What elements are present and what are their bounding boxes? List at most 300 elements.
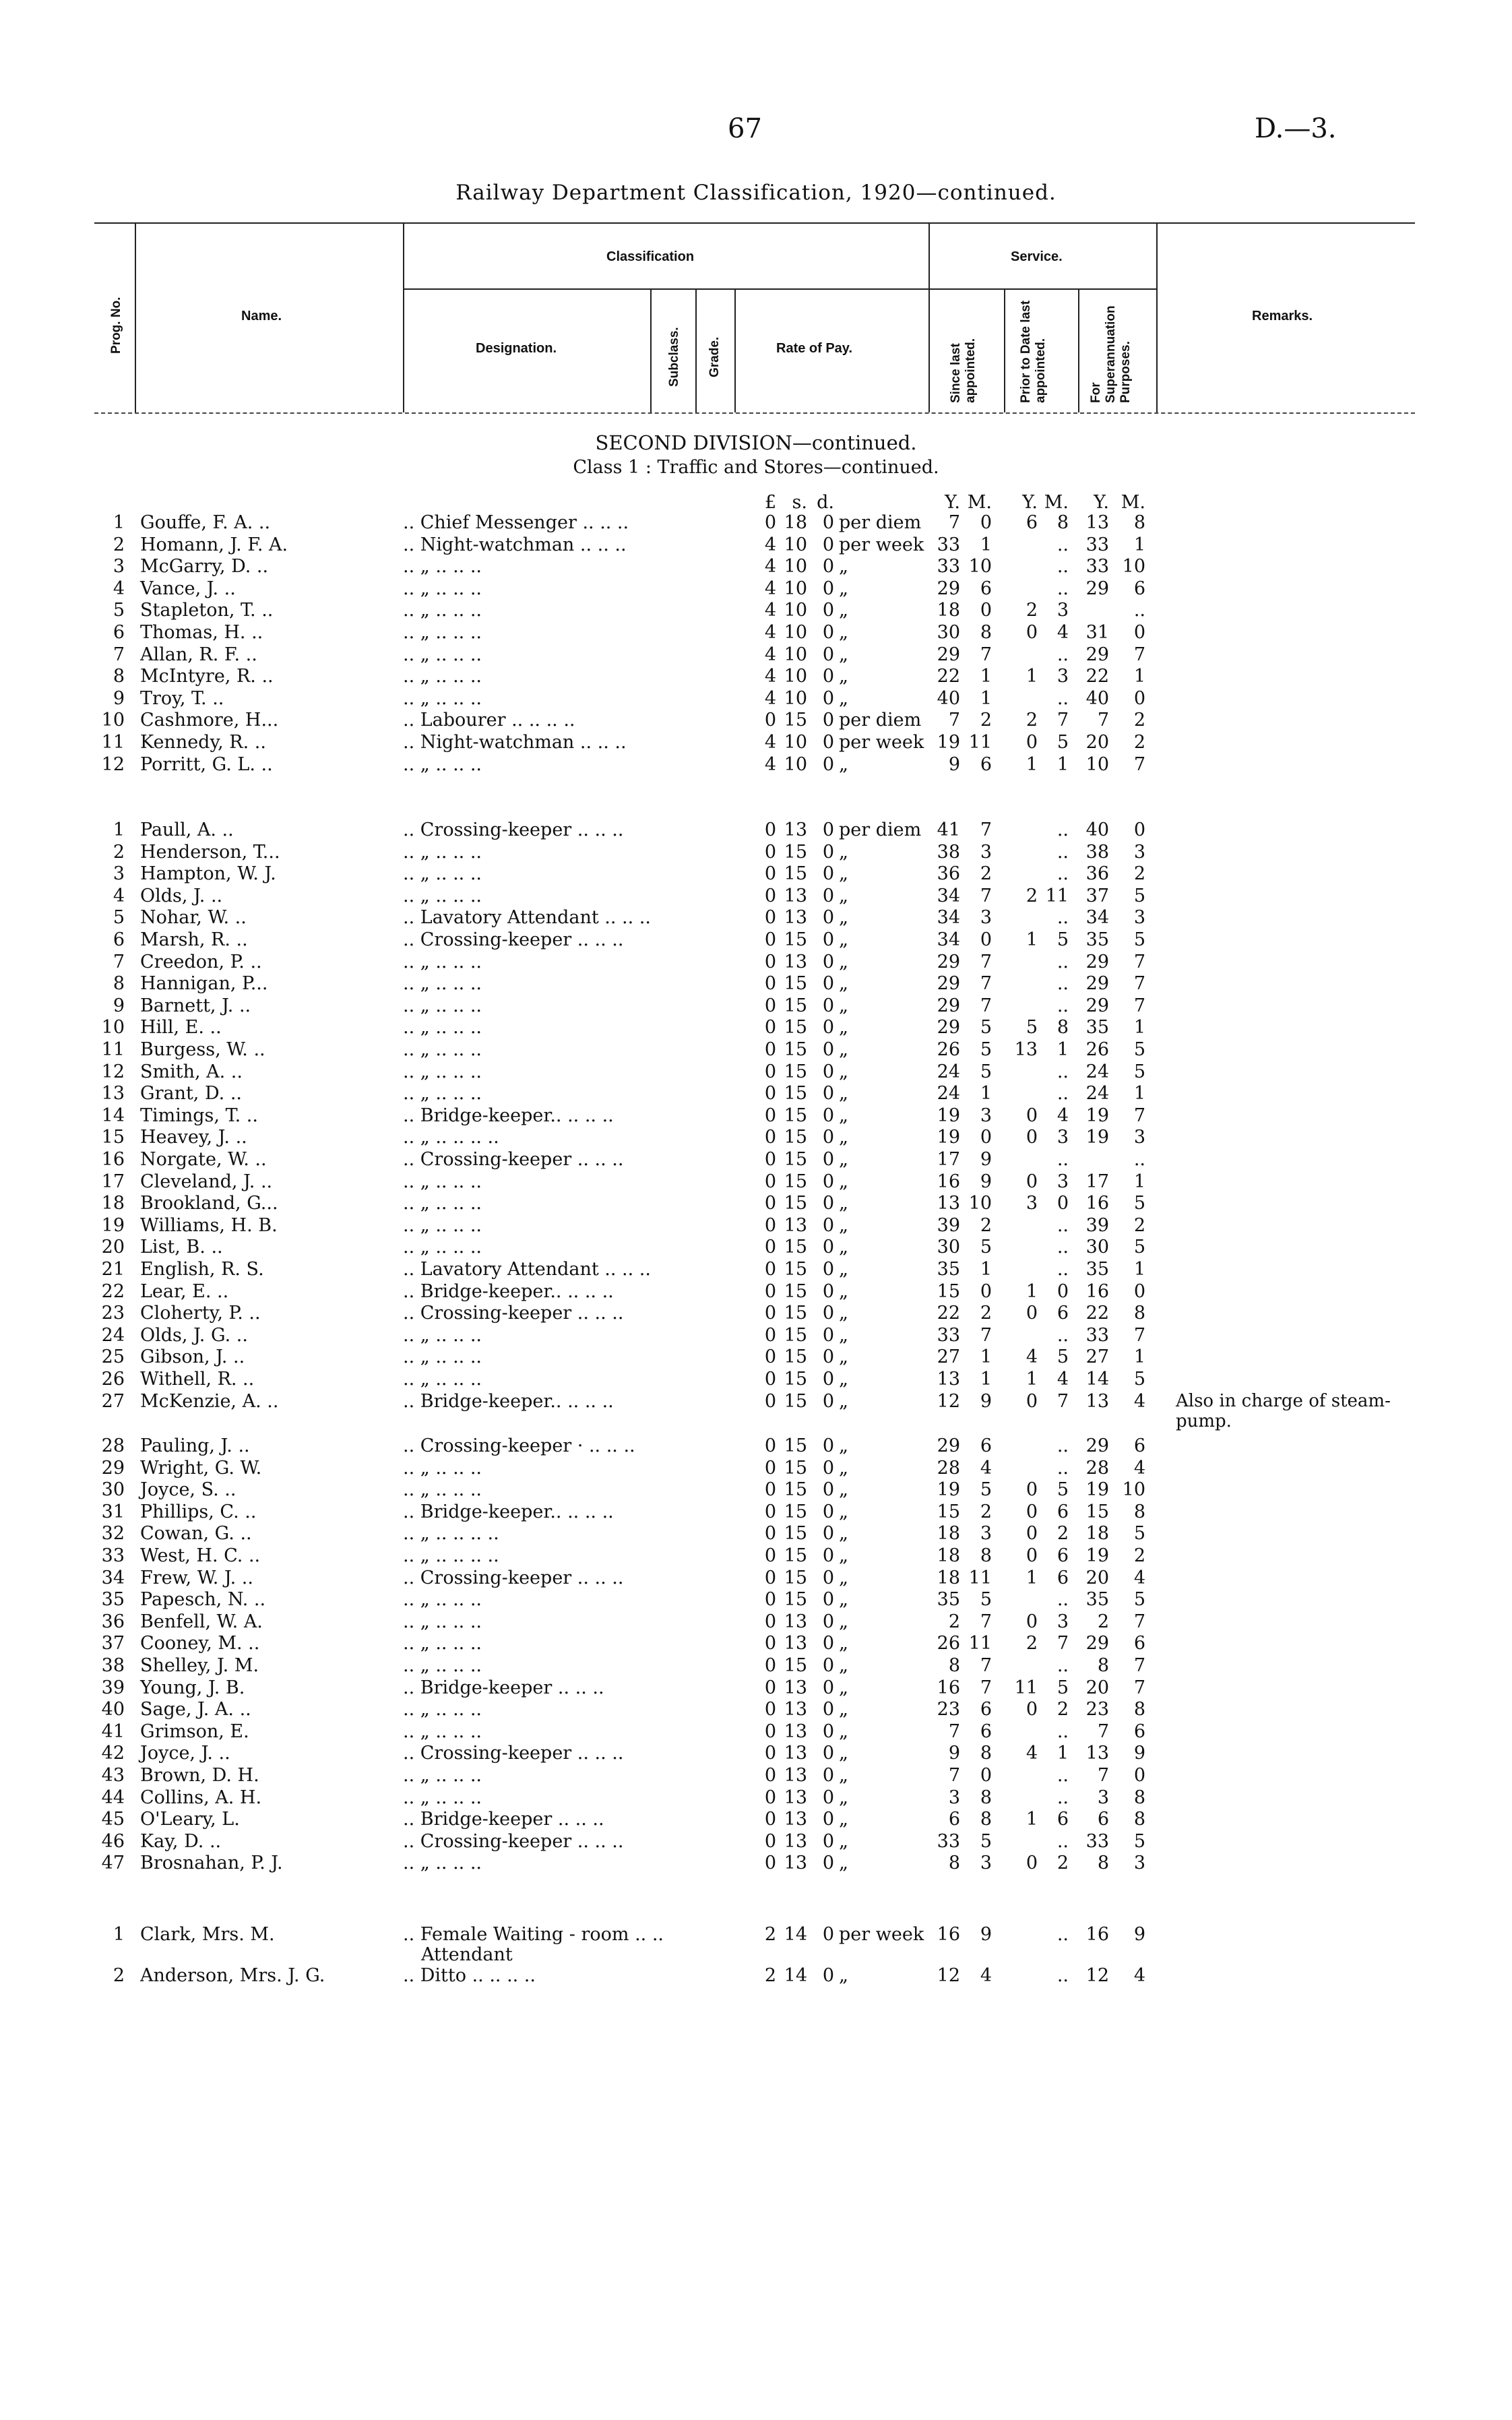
pay-period: „ [839,1391,848,1412]
prior-months: 5 [1057,929,1069,950]
since-months: 8 [980,1743,992,1764]
since-months: 7 [980,973,992,994]
pay-pounds: 0 [764,1677,776,1698]
since-years: 18 [937,600,960,621]
since-months: 2 [980,1501,992,1522]
prog-no: 16 [101,1149,125,1170]
designation: .. „ .. .. .. [403,622,482,643]
super-years: 14 [1085,1369,1109,1390]
pay-pounds: 0 [764,512,776,533]
prior-months: .. [1057,1721,1069,1742]
prior-years: 1 [1026,1369,1038,1390]
pay-pence: 0 [822,1215,834,1236]
pay-pounds: 0 [764,819,776,840]
table-row [0,512,1512,534]
super-years: 16 [1085,1924,1109,1945]
staff-name: Phillips, C. .. [140,1501,257,1522]
super-years: 39 [1085,1215,1109,1236]
super-years: 2 [1097,1611,1109,1632]
table-row [0,600,1512,621]
staff-name: Thomas, H. .. [140,622,263,643]
pay-shillings: 13 [784,886,807,906]
table-row [0,952,1512,973]
staff-name: Henderson, T... [140,842,280,863]
pay-pounds: 0 [764,1809,776,1830]
staff-name: Vance, J. .. [140,578,236,599]
since-months: 3 [980,1853,992,1873]
table-row [0,863,1512,885]
designation: .. „ .. .. .. [403,1039,482,1060]
super-months: 0 [1133,622,1145,643]
since-months: 6 [980,1699,992,1720]
class-subtitle: Class 1 : Traffic and Stores—continued. [573,457,939,478]
staff-name: Troy, T. .. [140,688,224,709]
header-bottom-rule [94,412,1415,414]
super-years: 19 [1085,1479,1109,1500]
pay-shillings: 15 [784,1523,807,1544]
pay-period: „ [839,1831,848,1852]
prior-months: .. [1057,907,1069,928]
since-months: 9 [980,1149,992,1170]
staff-name: O'Leary, L. [140,1809,240,1830]
designation: .. „ .. .. .. [403,1765,482,1786]
super-months: 0 [1133,1281,1145,1302]
pay-pounds: 0 [764,1325,776,1346]
table-row [0,1611,1512,1633]
table-row [0,644,1512,666]
pay-pounds: 0 [764,1699,776,1720]
super-months: 10 [1122,1479,1145,1500]
pay-shillings: 15 [784,1391,807,1412]
super-years: 38 [1085,842,1109,863]
pay-pounds: 4 [764,732,776,753]
table-row [0,578,1512,600]
since-months: 3 [980,842,992,863]
designation: .. Bridge-keeper.. .. .. .. [403,1281,614,1302]
col-divider [403,222,404,412]
prog-no: 43 [101,1765,125,1786]
designation: .. „ .. .. .. [403,644,482,665]
prog-no: 21 [101,1259,125,1280]
pay-shillings: 13 [784,1787,807,1808]
super-months: 7 [1133,1611,1145,1632]
prior-years: 1 [1026,1281,1038,1302]
super-years: 19 [1085,1105,1109,1126]
pay-shillings: 10 [784,644,807,665]
pay-period: „ [839,1303,848,1324]
unit-years: Y. [1022,492,1038,513]
designation: .. Bridge-keeper.. .. .. .. [403,1391,614,1412]
pay-period: „ [839,1193,848,1214]
pay-shillings: 13 [784,1677,807,1698]
staff-name: English, R. S. [140,1259,264,1280]
staff-name: Shelley, J. M. [140,1655,259,1676]
super-months: 5 [1133,1039,1145,1060]
staff-name: Cloherty, P. .. [140,1303,261,1324]
super-years: 35 [1085,929,1109,950]
super-years: 35 [1085,1259,1109,1280]
prior-years: 0 [1026,732,1038,753]
staff-name: Timings, T. .. [140,1105,258,1126]
col-divider [650,288,652,412]
staff-name: Smith, A. .. [140,1061,243,1082]
pay-period: per week [839,1924,924,1945]
pay-period: per week [839,534,924,555]
pay-pounds: 0 [764,1545,776,1566]
document-reference: D.—3. [1255,113,1337,144]
prior-months: 4 [1057,1369,1069,1390]
classification-rule [403,288,928,290]
prog-no: 4 [113,886,125,906]
pay-pence: 0 [822,1743,834,1764]
designation: .. „ .. .. .. [403,1479,482,1500]
prog-no: 2 [113,842,125,863]
prior-months: 1 [1057,754,1069,775]
super-months: 9 [1133,1743,1145,1764]
table-row [0,1017,1512,1038]
super-years: 36 [1085,863,1109,884]
pay-shillings: 15 [784,1369,807,1390]
pay-pence: 0 [822,1193,834,1214]
prog-no: 7 [113,644,125,665]
staff-name: Burgess, W. .. [140,1039,265,1060]
pay-period: „ [839,1677,848,1698]
super-months: 2 [1133,710,1145,731]
pay-period: „ [839,1633,848,1654]
prior-months: .. [1057,842,1069,863]
since-months: 2 [980,710,992,731]
pay-shillings: 13 [784,1611,807,1632]
pay-period: „ [839,1149,848,1170]
since-years: 9 [948,754,960,775]
pay-pence: 0 [822,1589,834,1610]
since-years: 12 [937,1391,960,1412]
staff-name: Grimson, E. [140,1721,249,1742]
since-months: 11 [968,1568,992,1588]
since-months: 7 [980,886,992,906]
since-months: 2 [980,1303,992,1324]
since-years: 8 [948,1853,960,1873]
prior-months: .. [1057,1924,1069,1945]
prior-months: 2 [1057,1699,1069,1720]
prog-no: 25 [101,1346,125,1367]
prog-no: 32 [101,1523,125,1544]
designation: .. „ .. .. .. [403,1193,482,1214]
since-years: 16 [937,1924,960,1945]
prior-months: .. [1057,1787,1069,1808]
pay-pence: 0 [822,1765,834,1786]
staff-name: Brown, D. H. [140,1765,259,1786]
super-years: 33 [1085,1325,1109,1346]
prior-years: 1 [1026,754,1038,775]
prior-years: 0 [1026,1523,1038,1544]
pay-shillings: 15 [784,1259,807,1280]
table-row [0,1105,1512,1127]
designation: .. „ .. .. .. [403,1369,482,1390]
pay-pence: 0 [822,1633,834,1654]
table-row [0,688,1512,710]
since-months: 5 [980,1589,992,1610]
since-months: 4 [980,1458,992,1479]
super-years: 10 [1085,754,1109,775]
prog-no: 3 [113,863,125,884]
since-years: 13 [937,1193,960,1214]
table-row [0,1743,1512,1764]
prior-months: .. [1057,1965,1069,1986]
super-months: 1 [1133,1083,1145,1104]
super-months: 7 [1133,995,1145,1016]
designation: .. Night-watchman .. .. .. [403,732,627,753]
designation: .. „ .. .. .. [403,1611,482,1632]
prog-no: 42 [101,1743,125,1764]
super-months: 5 [1133,1061,1145,1082]
designation: .. Bridge-keeper .. .. .. [403,1677,604,1698]
pay-period: „ [839,1479,848,1500]
pay-pounds: 0 [764,1458,776,1479]
super-months: 4 [1133,1965,1145,1986]
pay-pence: 0 [822,578,834,599]
pay-pounds: 0 [764,1568,776,1588]
prior-months: .. [1057,688,1069,709]
pay-period: „ [839,578,848,599]
prior-years: 0 [1026,622,1038,643]
pay-shillings: 13 [784,952,807,972]
pay-pounds: 0 [764,1237,776,1258]
pay-period: „ [839,1369,848,1390]
pay-shillings: 10 [784,600,807,621]
super-months: 0 [1133,819,1145,840]
pay-shillings: 15 [784,1501,807,1522]
since-years: 39 [937,1215,960,1236]
super-years: 24 [1085,1083,1109,1104]
super-years: 20 [1085,1677,1109,1698]
since-years: 41 [937,819,960,840]
pay-period: „ [839,842,848,863]
designation: .. „ .. .. .. [403,886,482,906]
col-divider [135,222,136,412]
staff-name: Collins, A. H. [140,1787,262,1808]
super-months: 5 [1133,886,1145,906]
prog-no: 11 [101,1039,125,1060]
prior-months: 7 [1057,1391,1069,1412]
pay-shillings: 10 [784,688,807,709]
prog-no: 12 [101,754,125,775]
pay-pence: 0 [822,1787,834,1808]
since-months: 5 [980,1061,992,1082]
pay-period: „ [839,1435,848,1456]
super-months: 0 [1133,1765,1145,1786]
unit-months: M. [967,492,992,513]
unit-pence: d. [817,492,834,513]
pay-shillings: 14 [784,1965,807,1986]
prior-years: 0 [1026,1391,1038,1412]
since-months: 1 [980,534,992,555]
pay-shillings: 15 [784,1303,807,1324]
designation: .. „ .. .. .. [403,1633,482,1654]
prog-no: 45 [101,1809,125,1830]
designation: .. „ .. .. .. [403,1346,482,1367]
prog-no: 34 [101,1568,125,1588]
pay-pence: 0 [822,556,834,577]
super-years: 15 [1085,1501,1109,1522]
staff-name: McIntyre, R. .. [140,666,274,687]
pay-pence: 0 [822,1831,834,1852]
super-years: 26 [1085,1039,1109,1060]
pay-pence: 0 [822,1479,834,1500]
pay-pence: 0 [822,732,834,753]
designation: .. „ .. .. .. [403,600,482,621]
designation: .. „ .. .. .. [403,1853,482,1873]
pay-pounds: 2 [764,1965,776,1986]
table-row [0,1171,1512,1193]
prior-years: 0 [1026,1105,1038,1126]
staff-name: Clark, Mrs. M. [140,1924,275,1945]
prior-months: 6 [1057,1809,1069,1830]
pay-period: „ [839,1127,848,1148]
pay-pence: 0 [822,819,834,840]
pay-period: „ [839,1589,848,1610]
pay-pounds: 0 [764,1479,776,1500]
since-years: 28 [937,1458,960,1479]
pay-pounds: 0 [764,863,776,884]
pay-pence: 0 [822,1039,834,1060]
super-months: 6 [1133,1721,1145,1742]
pay-pounds: 4 [764,754,776,775]
super-years: 23 [1085,1699,1109,1720]
table-row [0,1061,1512,1083]
designation: .. „ .. .. .. [403,1655,482,1676]
table-row [0,1391,1512,1431]
super-years: 13 [1085,512,1109,533]
since-months: 10 [968,1193,992,1214]
header-classification: Classification [606,249,695,264]
since-years: 23 [937,1699,960,1720]
prior-months: .. [1057,644,1069,665]
prior-months: 3 [1057,1127,1069,1148]
staff-name: Wright, G. W. [140,1458,262,1479]
pay-shillings: 13 [784,907,807,928]
designation: .. „ .. .. .. .. [403,1127,499,1148]
pay-pence: 0 [822,1523,834,1544]
staff-name: List, B. .. [140,1237,223,1258]
since-years: 29 [937,973,960,994]
table-row [0,907,1512,929]
pay-period: per week [839,732,924,753]
since-months: 0 [980,929,992,950]
staff-name: Creedon, P. .. [140,952,262,972]
pay-period: „ [839,1083,848,1104]
pay-shillings: 15 [784,1435,807,1456]
since-years: 8 [948,1655,960,1676]
pay-pounds: 0 [764,1743,776,1764]
prior-months: .. [1057,995,1069,1016]
staff-name: Brosnahan, P. J. [140,1853,283,1873]
super-months: 5 [1133,1589,1145,1610]
staff-name: Gouffe, F. A. .. [140,512,271,533]
prior-years: 0 [1026,1127,1038,1148]
table-row [0,1479,1512,1501]
super-months: 3 [1133,1127,1145,1148]
prog-no: 29 [101,1458,125,1479]
pay-pence: 0 [822,1655,834,1676]
since-years: 36 [937,863,960,884]
prog-no: 26 [101,1369,125,1390]
pay-period: „ [839,1721,848,1742]
prior-months: .. [1057,578,1069,599]
prior-months: 5 [1057,1479,1069,1500]
pay-pounds: 0 [764,886,776,906]
pay-pence: 0 [822,1325,834,1346]
prior-months: 6 [1057,1501,1069,1522]
prog-no: 27 [101,1391,125,1412]
table-row [0,995,1512,1017]
unit-years: Y. [1094,492,1109,513]
pay-shillings: 15 [784,1149,807,1170]
since-months: 5 [980,1039,992,1060]
super-years: 22 [1085,1303,1109,1324]
prog-no: 13 [101,1083,125,1104]
since-years: 7 [948,710,960,731]
pay-pounds: 0 [764,1303,776,1324]
designation: .. „ .. .. .. .. [403,1545,499,1566]
designation: .. „ .. .. .. [403,1787,482,1808]
pay-shillings: 15 [784,1655,807,1676]
prior-months: .. [1057,952,1069,972]
pay-pounds: 0 [764,1589,776,1610]
pay-shillings: 15 [784,1127,807,1148]
since-years: 22 [937,1303,960,1324]
since-months: 7 [980,952,992,972]
super-months: 1 [1133,1259,1145,1280]
prior-months: .. [1057,1435,1069,1456]
table-row [0,1369,1512,1390]
prior-years: 6 [1026,512,1038,533]
designation: .. „ .. .. .. .. [403,1523,499,1544]
since-years: 19 [937,1105,960,1126]
since-months: 5 [980,1479,992,1500]
staff-name: Papesch, N. .. [140,1589,266,1610]
table-row [0,929,1512,951]
since-years: 18 [937,1523,960,1544]
prior-months: 5 [1057,1346,1069,1367]
table-row [0,1568,1512,1589]
since-years: 40 [937,688,960,709]
prior-months: .. [1057,1655,1069,1676]
section-title: SECOND DIVISION—continued. [595,431,917,454]
since-years: 26 [937,1039,960,1060]
since-months: 11 [968,732,992,753]
pay-pence: 0 [822,1853,834,1873]
pay-pence: 0 [822,995,834,1016]
prior-months: 6 [1057,1568,1069,1588]
since-months: 9 [980,1171,992,1192]
pay-pence: 0 [822,1677,834,1698]
table-row [0,1677,1512,1699]
pay-pence: 0 [822,952,834,972]
super-years: 33 [1085,534,1109,555]
pay-shillings: 13 [784,1721,807,1742]
pay-pounds: 0 [764,1346,776,1367]
prior-months: 5 [1057,1677,1069,1698]
since-years: 29 [937,952,960,972]
since-months: 6 [980,1435,992,1456]
since-years: 29 [937,578,960,599]
staff-name: Kennedy, R. .. [140,732,266,753]
prog-no: 2 [113,534,125,555]
pay-pence: 0 [822,1237,834,1258]
pay-period: „ [839,1017,848,1038]
prior-months: .. [1057,1831,1069,1852]
